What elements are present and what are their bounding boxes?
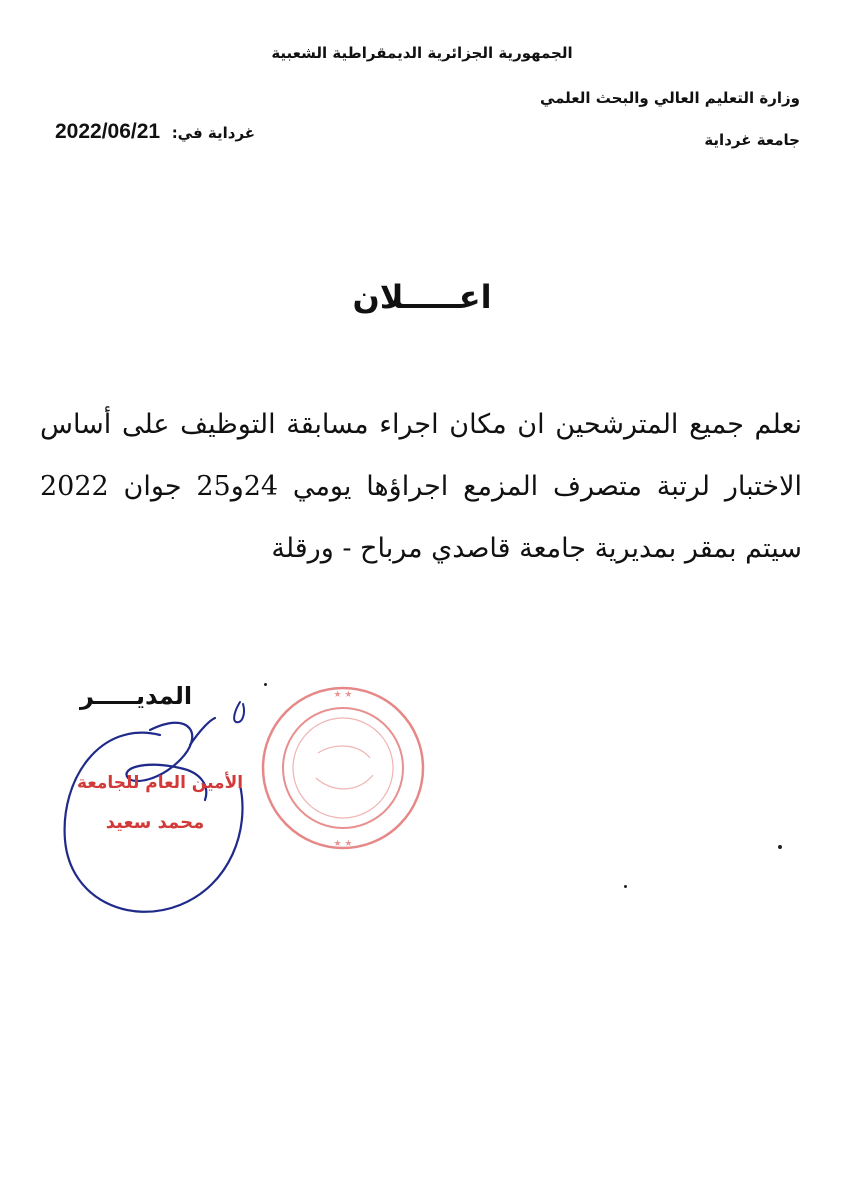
date-label: غرداية في: bbox=[171, 124, 256, 142]
official-stamp bbox=[258, 683, 428, 853]
director-title: المديـــــر bbox=[80, 682, 193, 710]
announcement-body: نعلم جميع المترشحين ان مكان اجراء مسابقة التوظيف على أساس الاختبار لرتبة متصرف المزمع اجراؤها يومي 24و25 جوان 2022 سيتم بمقر بمديرية جامعة قاصدي مرباح - ورقلة bbox=[40, 409, 802, 564]
dateline bbox=[55, 120, 255, 144]
secretary-general-name: محمد سعيد bbox=[105, 812, 205, 833]
secretary-general-title: الأمين العام للجامعة bbox=[76, 773, 244, 793]
republic-header: الجمهورية الجزائرية الديمقراطية الشعبية bbox=[271, 44, 573, 62]
svg-text:★ ★: ★ ★ bbox=[333, 690, 353, 700]
svg-text:★ ★: ★ ★ bbox=[333, 839, 353, 849]
university-name: جامعة غرداية bbox=[704, 131, 800, 149]
date-value: 2022/06/21 bbox=[55, 120, 161, 143]
speck-dot bbox=[778, 845, 782, 849]
announcement-title: اعـــــلان bbox=[352, 278, 492, 316]
speck-dot bbox=[264, 683, 267, 686]
handwritten-signature bbox=[40, 690, 280, 930]
ministry-name: وزارة التعليم العالي والبحث العلمي bbox=[539, 89, 800, 107]
speck-dot bbox=[624, 885, 627, 888]
